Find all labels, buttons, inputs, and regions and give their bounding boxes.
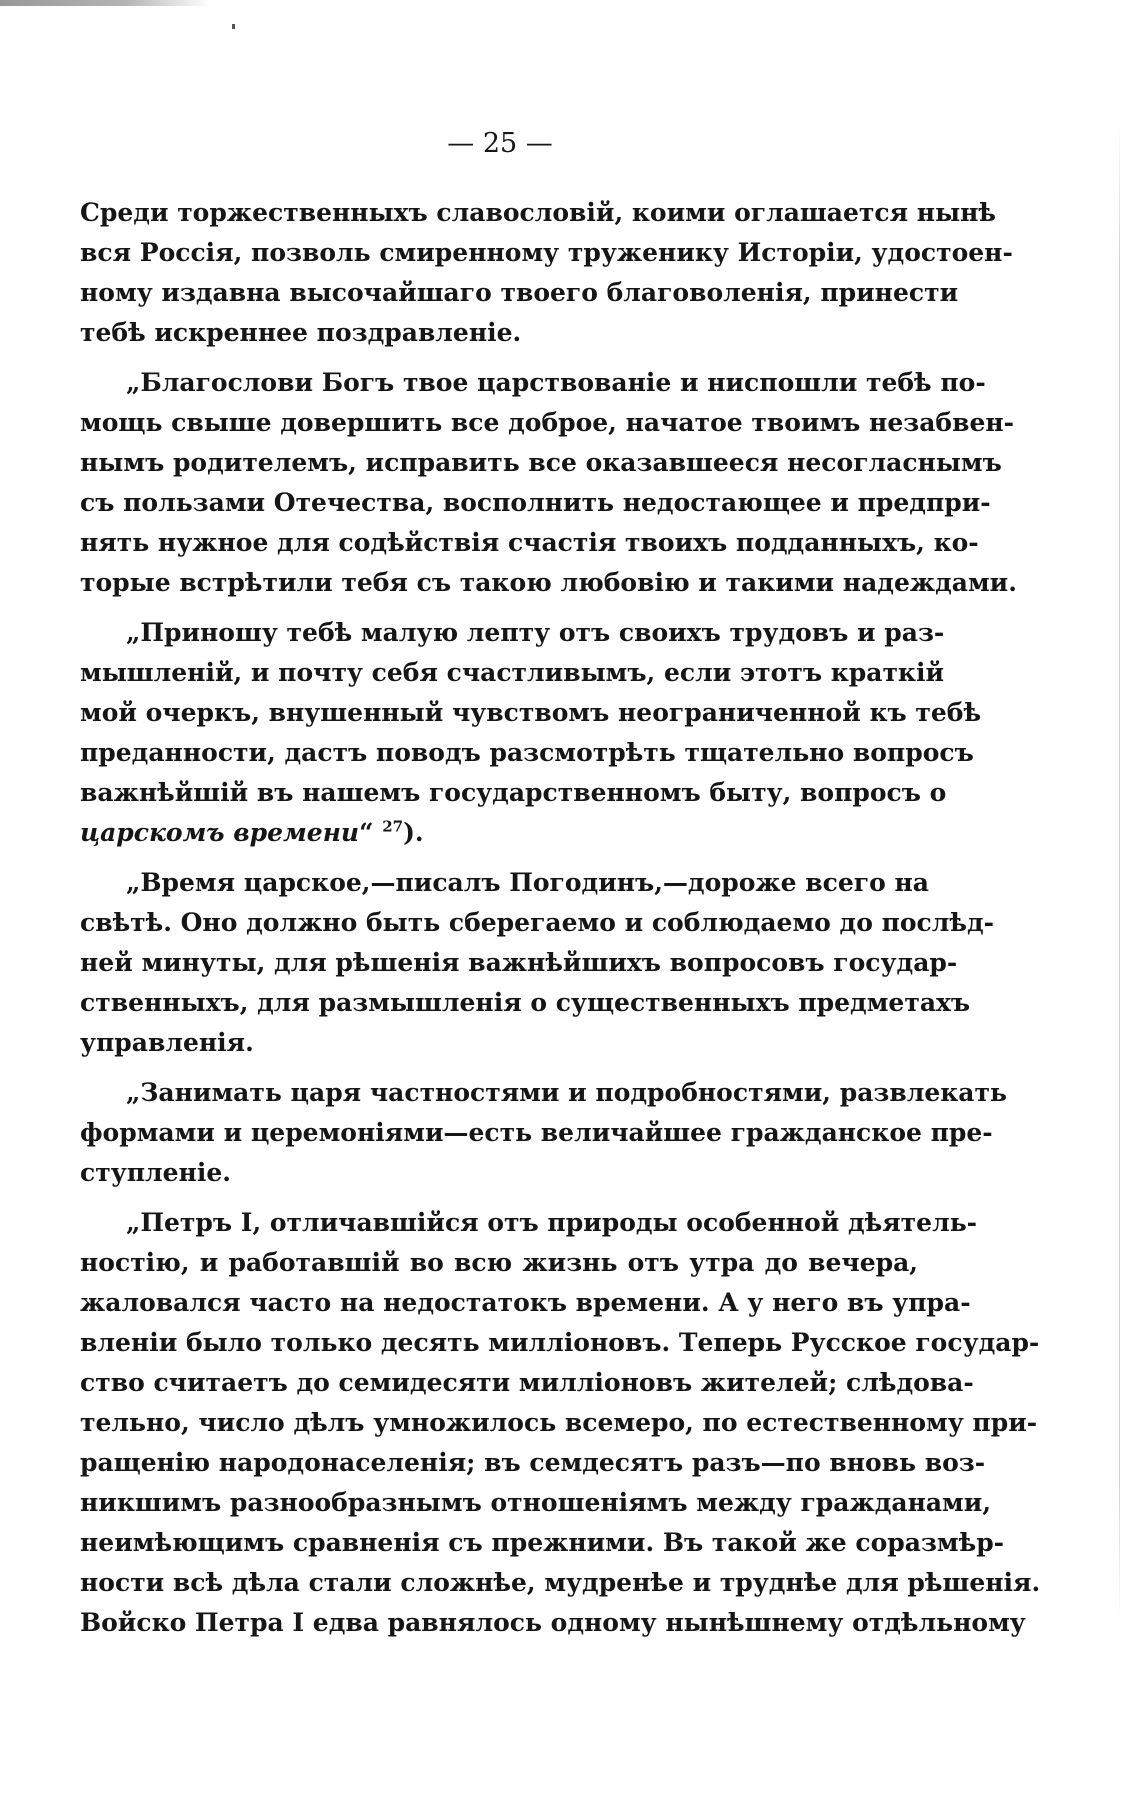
text-line: ство считаетъ до семидесяти милліоновъ жителей; слѣдова- [80,1368,974,1397]
page-edge-line [1119,120,1120,1620]
text-line: ностію, и работавшій во всю жизнь отъ утра до вечера, [80,1248,918,1277]
paragraph-2 [80,363,1017,603]
text-line: „Благослови Богъ твое царствованіе и ниспошли тебѣ по- [126,368,986,397]
text-line: управленія. [80,1028,254,1057]
text-line [80,813,918,853]
text-line: съ пользами Отечества, восполнить недостающее и предпри- [80,488,991,517]
text-line: „Занимать царя частностями и подробностями, развлекать [126,1078,1007,1107]
scan-artifact-dot [232,24,235,29]
text-line: ступленіе. [80,1158,231,1187]
text-line: никшимъ разнообразнымъ отношеніямъ между гражданами, [80,1488,992,1517]
text-line: жаловался часто на недостатокъ времени. А у него въ упра- [80,1288,971,1317]
text-line: „Приношу тебѣ малую лепту отъ своихъ трудовъ и раз- [126,618,945,647]
text-line: важнѣйшій въ нашемъ государственномъ быту, вопросъ о [80,778,947,807]
text-line: свѣтѣ. Оно должно быть сберегаемо и соблюдаемо до послѣд- [80,908,995,937]
body-text [80,193,1041,1653]
page-number: — 25 — [447,128,553,159]
italic-phrase: царскомъ времени [80,818,360,847]
text-line: Войско Петра I едва равнялось одному нынѣшнему отдѣльному [80,1608,1026,1637]
text-line: вленіи было только десять милліоновъ. Теперь Русское государ- [80,1328,1040,1357]
text-line: неимѣющимъ сравненія съ прежними. Въ такой же соразмѣр- [80,1528,1005,1557]
text-line: вся Россія, позволь смиренному труженику Исторіи, удостоен- [80,238,1013,267]
paragraph-1 [80,193,1013,353]
line-end: ). [403,818,424,847]
text-line: мой очеркъ, внушенный чувствомъ неограниченной къ тебѣ [80,698,982,727]
text-line: ней минуты, для рѣшенія важнѣйшихъ вопросовъ государ- [80,948,958,977]
text-line: нымъ родителемъ, исправить все оказавшееся несогласнымъ [80,448,1002,477]
text-line: ращенію народонаселенія; въ семдесятъ разъ—по вновь воз- [80,1448,986,1477]
text-line: „Петръ I, отличавшійся отъ природы особенной дѣятель- [126,1208,978,1237]
text-line: тебѣ искреннее поздравленіе. [80,318,522,347]
text-line: Среди торжественныхъ славословій, коими оглашается нынѣ [80,198,997,227]
text-line: мощь свыше довершить все доброе, начатое твоимъ незабвен- [80,408,1015,437]
text-line: преданности, дастъ поводъ разсмотрѣть тщательно вопросъ [80,738,974,767]
text-line: нять нужное для содѣйствія счастія твоихъ подданныхъ, ко- [80,528,979,557]
paragraph-6 [80,1203,1041,1643]
text-line: ному издавна высочайшаго твоего благоволенія, принести [80,278,959,307]
paragraph-4 [80,863,995,1063]
text-line: ности всѣ дѣла стали сложнѣе, мудренѣе и труднѣе для рѣшенія. [80,1568,1041,1597]
scan-artifact [0,0,210,6]
text-line: формами и церемоніями—есть величайшее гражданское пре- [80,1118,993,1147]
closing-quote: “ [359,818,383,847]
footnote-ref: 27 [382,817,404,836]
paragraph-3 [80,613,982,853]
paragraph-5 [80,1073,1007,1193]
text-line: „Время царское,—писалъ Погодинъ,—дороже всего на [126,868,929,897]
text-line: ственныхъ, для размышленія о существенныхъ предметахъ [80,988,971,1017]
text-line: тельно, число дѣлъ умножилось всемеро, по естественному при- [80,1408,1038,1437]
text-line: торые встрѣтили тебя съ такою любовію и такими надеждами. [80,568,1017,597]
text-line: мышленій, и почту себя счастливымъ, если этотъ краткій [80,658,945,687]
